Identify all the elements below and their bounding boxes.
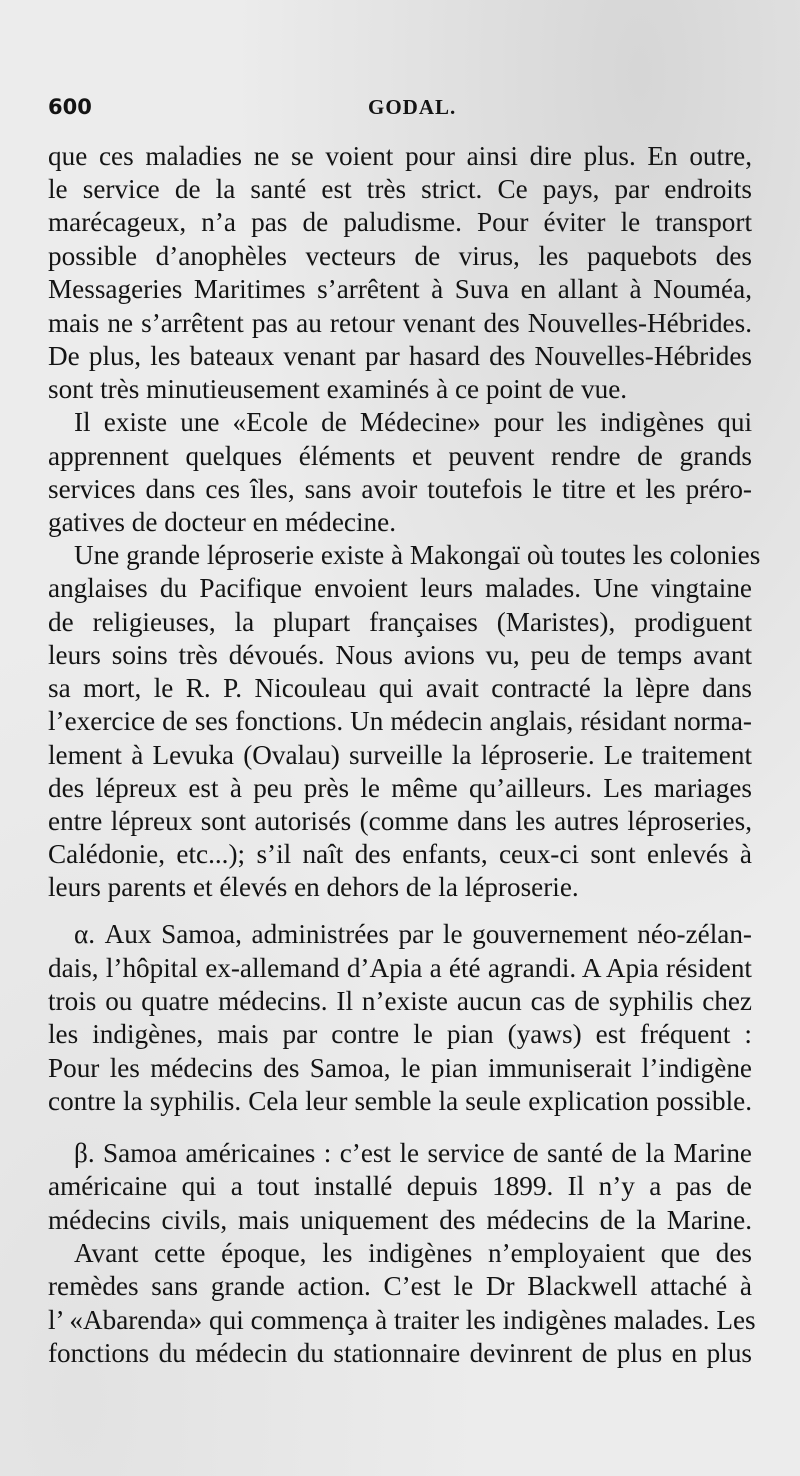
text-line: l’exercice de ses fonctions. Un médecin anglais, résidant norma-	[48, 706, 752, 736]
text-line: les indigènes, mais par contre le pian (yaws) est fréquent :	[48, 1019, 752, 1049]
text-line: Une grande léproserie existe à Makongaï où toutes les colonies	[74, 540, 761, 570]
text-line: leurs parents et élevés en dehors de la léproserie.	[48, 872, 579, 902]
text-line: gatives de docteur en médecine.	[48, 507, 396, 537]
text-line: l’ «Abarenda» qui commença à traiter les indigènes malades. Les	[48, 1305, 756, 1335]
text-line: sa mort, le R. P. Nicouleau qui avait contracté la lèpre dans	[48, 673, 752, 703]
text-line: de religieuses, la plupart françaises (Maristes), prodiguent	[48, 607, 752, 637]
running-head: GODAL.	[368, 95, 457, 119]
text-line: remèdes sans grande action. C’est le Dr Blackwell attaché à	[48, 1271, 752, 1301]
text-line: contre la syphilis. Cela leur semble la seule explication possible.	[48, 1086, 752, 1116]
text-line: lement à Levuka (Ovalau) surveille la léproserie. Le traitement	[48, 740, 752, 770]
text-line: des lépreux est à peu près le même qu’ailleurs. Les mariages	[48, 773, 752, 803]
text-line: De plus, les bateaux venant par hasard des Nouvelles-Hébrides	[48, 341, 752, 371]
text-line: mais ne s’arrêtent pas au retour venant des Nouvelles-Hébrides.	[48, 308, 752, 338]
text-line: médecins civils, mais uniquement des médecins de la Marine.	[48, 1205, 752, 1235]
text-line: Il existe une «Ecole de Médecine» pour les indigènes qui	[74, 407, 752, 437]
text-line: Avant cette époque, les indigènes n’employaient que des	[74, 1238, 752, 1268]
page-number: 600	[48, 95, 92, 119]
text-line: Calédonie, etc...); s’il naît des enfants, ceux-ci sont enlevés à	[48, 839, 752, 869]
page-header	[48, 95, 752, 131]
text-line: le service de la santé est très strict. Ce pays, par endroits	[48, 174, 752, 204]
text-line: apprennent quelques éléments et peuvent rendre de grands	[48, 441, 752, 471]
text-line: α. Aux Samoa, administrées par le gouvernement néo-zélan-	[74, 919, 752, 949]
text-line: américaine qui a tout installé depuis 1899. Il n’y a pas de	[48, 1171, 752, 1201]
text-line: β. Samoa américaines : c’est le service de santé de la Marine	[74, 1138, 752, 1168]
text-line: dais, l’hôpital ex-allemand d’Apia a été agrandi. A Apia résident	[48, 953, 752, 983]
text-line: fonctions du médecin du stationnaire devinrent de plus en plus	[48, 1338, 752, 1368]
text-line: entre lépreux sont autorisés (comme dans les autres léproseries,	[48, 806, 752, 836]
text-line: services dans ces îles, sans avoir toutefois le titre et les préro-	[48, 474, 752, 504]
text-line: Messageries Maritimes s’arrêtent à Suva en allant à Nouméa,	[48, 274, 752, 304]
text-line: possible d’anophèles vecteurs de virus, les paquebots des	[48, 241, 752, 271]
text-line: marécageux, n’a pas de paludisme. Pour éviter le transport	[48, 207, 752, 237]
text-line: trois ou quatre médecins. Il n’existe aucun cas de syphilis chez	[48, 986, 752, 1016]
text-line: sont très minutieusement examinés à ce point de vue.	[48, 374, 628, 404]
text-line: que ces maladies ne se voient pour ainsi dire plus. En outre,	[48, 141, 752, 171]
text-line: anglaises du Pacifique envoient leurs malades. Une vingtaine	[48, 573, 752, 603]
text-line: leurs soins très dévoués. Nous avions vu, peu de temps avant	[48, 640, 752, 670]
text-line: Pour les médecins des Samoa, le pian immuniserait l’indigène	[48, 1053, 752, 1083]
